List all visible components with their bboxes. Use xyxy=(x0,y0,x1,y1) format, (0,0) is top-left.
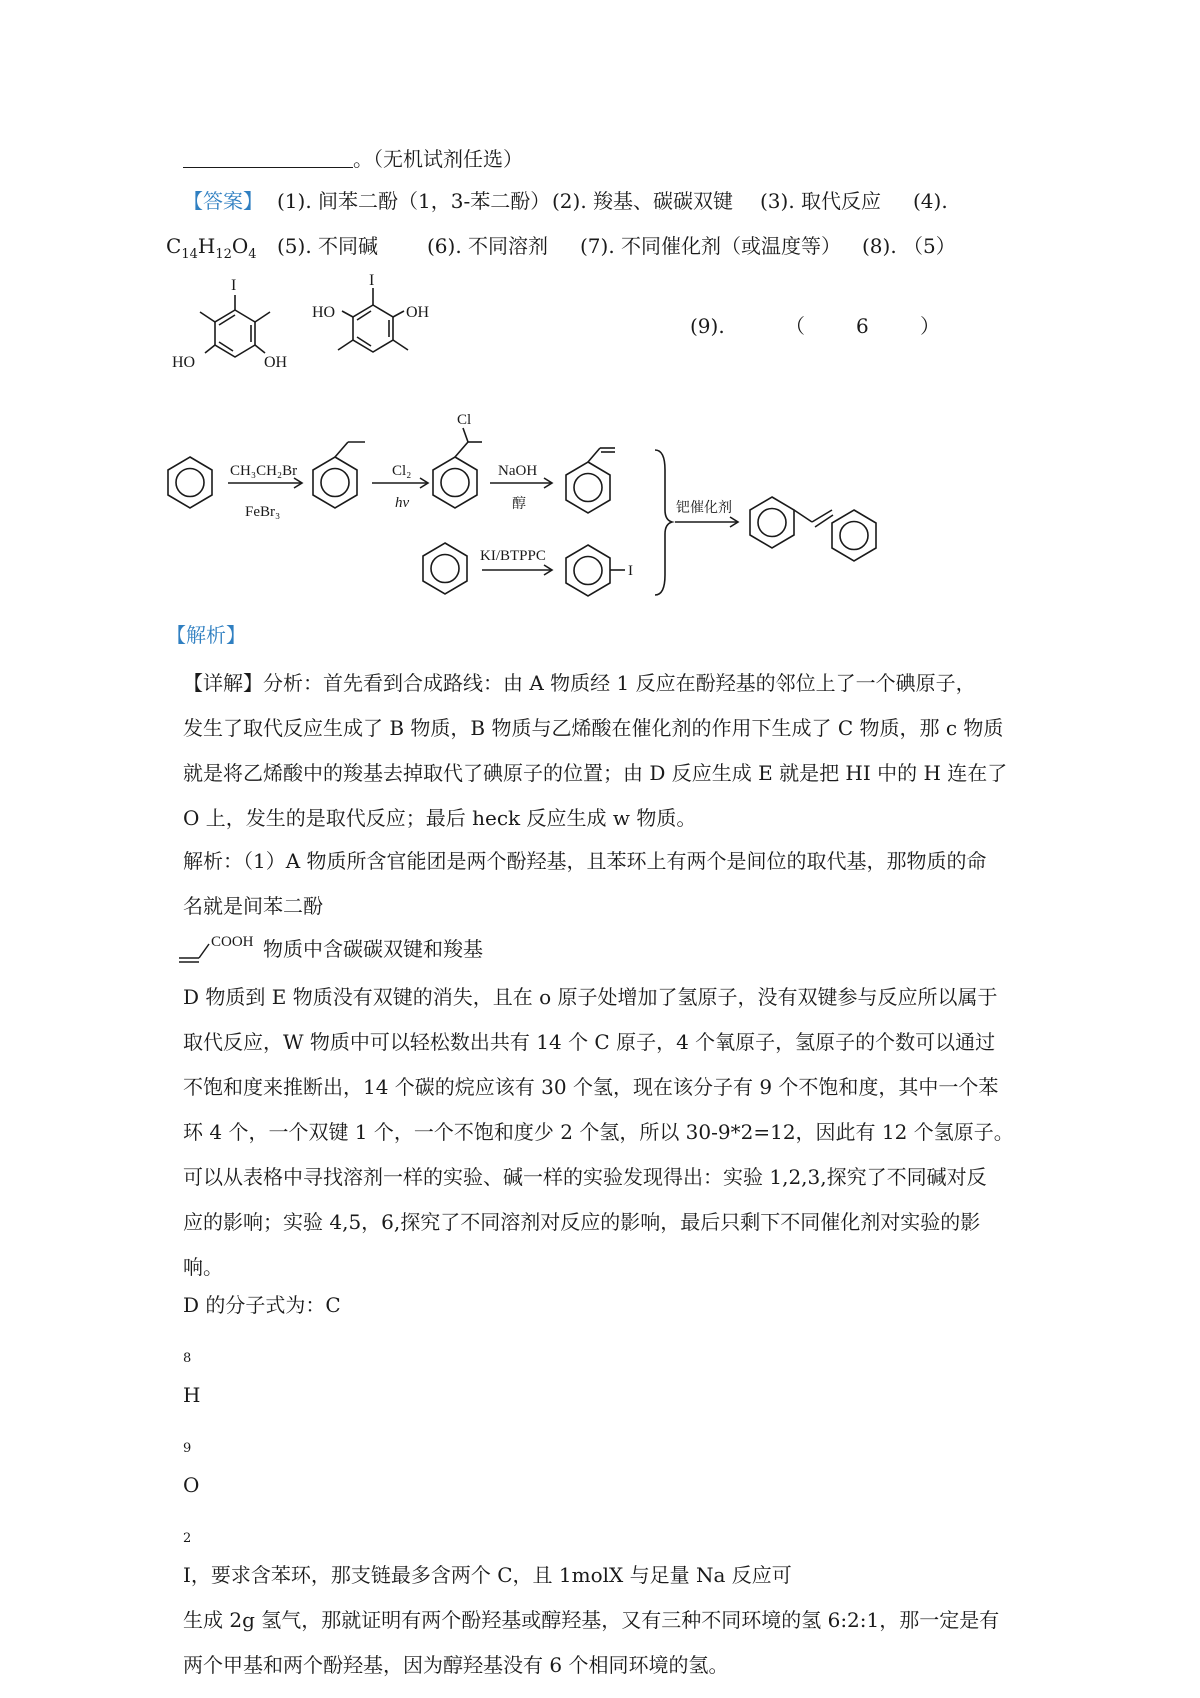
hydroxyl-label-1a: HO xyxy=(172,354,196,371)
reagent-sodium-hydroxide: NaOH xyxy=(498,463,538,479)
analysis-paragraph: 解析：（1）A 物质所含官能团是两个酚羟基，且苯环上有两个是间位的取代基，那物质的命 名就是间苯二酚 xyxy=(183,849,987,918)
reagent-palladium: 钯催化剂 xyxy=(676,500,732,516)
synthesis-scheme xyxy=(160,400,940,610)
iodine-atom-scheme: I xyxy=(628,563,633,579)
iodine-atom-2: I xyxy=(369,272,375,289)
answer-item-7: (7). 不同催化剂（或温度等） xyxy=(580,234,842,258)
body-paragraph: D 物质到 E 物质没有双键的消失，且在 o 原子处增加了氢原子，没有双键参与反应所以属于 取代反应，W 物质中可以轻松数出共有 14 个 C 原子，4 个氧原子，氢原子的个数可以通过 不饱和度来推断出，14 个碳的烷应该有 30 个氢，现在该分子有 9 个不饱和度，其中一个苯 环 4 个，一个双键 1 个，一个不饱和度少 2 个氢，所以 30-9*2=12，因此有 12 个氢原子。 可以从表格中寻找溶剂一样的实验、碱一样的实验发现得出：实验 1,2,3,探究了不同碱对反 应的影响；实验 4,5，6,探究了不同溶剂对反应的影响，最后只剩下不同催化剂对实验的影 响。 xyxy=(183,985,1014,1279)
reagent-ki-btppc: KI/BTPPC xyxy=(480,548,546,564)
iodine-atom-1: I xyxy=(231,277,237,294)
answer-item-9-value: 6 xyxy=(856,314,869,338)
reagent-light: hν xyxy=(395,495,410,511)
molecular-formula: $C_{14}H_{12}O_4$ xyxy=(166,234,257,262)
answer-item-8: (8). （5） xyxy=(862,234,956,258)
answer-tag: 【答案】 xyxy=(183,189,263,213)
d-formula-paragraph: D 的分子式为：C $_8$ H $_9$ O $_2$ I，要求含苯环，那支链最多含两个 C，且 1molX 与足量 Na 反应可 生成 2g 氢气，那就证明有两个酚羟基或醇羟基，又有三种不同环境的氢 6:2:1，那一定是有 两个甲基和两个酚羟基，因为醇羟基没有 6 个相同环境的氢。 xyxy=(183,1293,1000,1677)
analysis-tag: 【解析】 xyxy=(166,623,246,647)
acrylic-note: 物质中含碳碳双键和羧基 xyxy=(263,937,483,961)
answer-blank xyxy=(183,147,353,168)
answer-item-9-label: (9). xyxy=(690,314,725,338)
answer-item-5: (5). 不同碱 xyxy=(277,234,379,258)
brace xyxy=(655,450,672,595)
question-tail: 。（无机试剂任选） xyxy=(183,145,523,173)
svg-text:COOH: COOH xyxy=(211,934,254,950)
detail-paragraph: 【详解】分析：首先看到合成路线：由 A 物质经 1 反应在酚羟基的邻位上了一个碘原子， 发生了取代反应生成了 B 物质，B 物质与乙烯酸在催化剂的作用下生成了 C 物质，那 c 物质 就是将乙烯酸中的羧基去掉取代了碘原子的位置；由 D 反应生成 E 就是把 HI 中的 H 连在了 O 上，发生的是取代反应；最后 heck 反应生成 w 物质。 xyxy=(183,671,1008,830)
answer-item-9-open: （ xyxy=(785,314,805,338)
answer-item-3: (3). 取代反应 xyxy=(760,189,882,213)
benzene-ring xyxy=(168,457,212,508)
answer-item-6: (6). 不同溶剂 xyxy=(427,234,549,258)
reagent-ethyl-bromide: CH₃CH₂Br xyxy=(230,463,298,479)
isomer-structures xyxy=(160,270,460,385)
reagent-ferric-bromide: FeBr₃ xyxy=(245,504,281,520)
reagent-chlorine: Cl₂ xyxy=(392,463,412,479)
hydroxyl-label-1b: OH xyxy=(264,354,288,371)
acrylic-acid-structure xyxy=(175,930,260,966)
hydroxyl-label-2a: HO xyxy=(312,304,336,321)
chlorine-atom: Cl xyxy=(457,412,472,428)
isomer-2 xyxy=(338,288,408,352)
reagent-alcohol: 醇 xyxy=(512,496,526,512)
hydroxyl-label-2b: OH xyxy=(406,304,430,321)
answer-item-9-close: ） xyxy=(920,314,940,338)
answer-item-1: (1). 间苯二酚（1，3-苯二酚） xyxy=(277,189,551,213)
isomer-1 xyxy=(200,295,270,357)
answer-item-4-label: (4). xyxy=(913,189,948,213)
answer-item-2: (2). 羧基、碳碳双键 xyxy=(552,189,734,213)
